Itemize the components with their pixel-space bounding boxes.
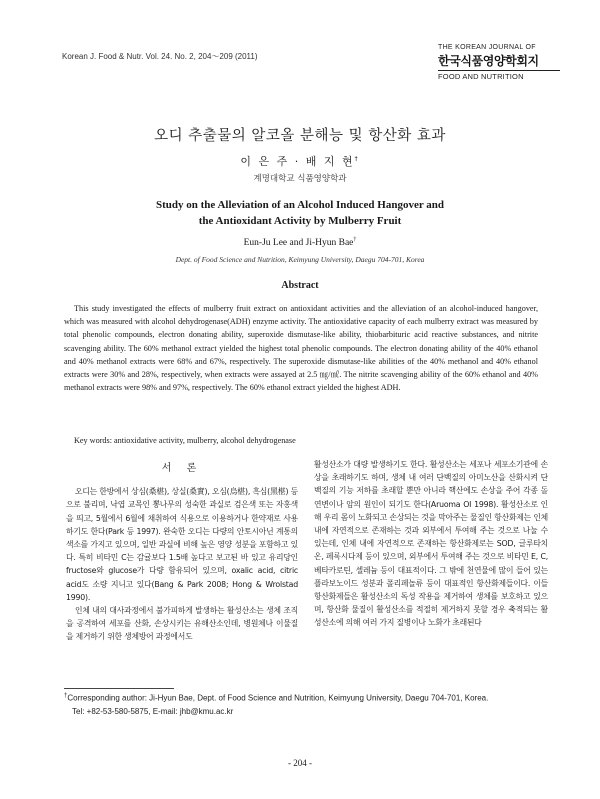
authors-english-names: Eun-Ju Lee and Ji-Hyun Bae	[243, 238, 354, 249]
footnote	[64, 690, 544, 718]
abstract-body: This study investigated the effects of mulberry fruit extract on antioxidant activities and the alleviation of an alcohol-induced hangover, which was measured with alcohol dehydrogenase(ADH) enzyme activity. The antioxidative capacity of each mulberry extract was measured by total phenolic compounds, electron donating ability, superoxide dismutase-like ability, thiobarbituric acid reactive substances, and nitrite scavenging ability. The 60% methanol extract yielded the highest total phenolic compounds. The electron donating ability of the 40% ethanol and 40% methanol extracts were 68% and 67%, respectively. The superoxide dismutase-like abilities of the 40% methanol and 40% ethanol extracts were 30% and 28%, respectively, when extracts were assayed at 2.5 ㎎/㎖. The nitrite scavenging ability of the 60% ethanol and 40% methanol extracts were 98% and 97%, respectively. The 60% ethanol extract yielded the highest ADH.	[64, 304, 538, 393]
body-column-left	[66, 454, 298, 644]
authors-korean	[0, 153, 600, 169]
body-column-right	[314, 458, 548, 630]
title-english-line-2: the Antioxidant Activity by Mulberry Fruit	[198, 215, 402, 227]
authors-korean-names: 이 은 주 · 배 지 현	[240, 155, 355, 168]
footnote-line-1	[64, 690, 544, 705]
journal-subtitle: FOOD AND NUTRITION	[438, 70, 560, 81]
corresponding-mark: †	[354, 155, 360, 163]
journal-masthead	[438, 44, 560, 81]
title-english-line-1: Study on the Alleviation of an Alcohol Induced Hangover and	[156, 199, 444, 211]
page-number: - 204 -	[288, 758, 312, 768]
paragraph: 인체 내의 대사과정에서 불가피하게 발생하는 활성산소는 생체 조직을 공격하여 세포를 산화, 손상시키는 유해산소인데, 병원체나 이물질을 제거하기 위한 생체방어 과정에서도	[66, 606, 298, 642]
keywords: Key words: antioxidative activity, mulberry, alcohol dehydrogenase	[74, 436, 296, 445]
affiliation-english: Dept. of Food Science and Nutrition, Keimyung University, Daegu 704-701, Korea	[175, 255, 425, 264]
corresponding-mark-en: †	[353, 237, 357, 243]
footnote-line-2: Tel: +82-53-580-5875, E-mail: jhb@kmu.ac.kr	[72, 706, 234, 716]
paragraph: 오디는 한방에서 상심(桑椹), 상실(桑實), 오심(烏椹), 흑심(黑椹) 등으로 불리며, 낙엽 교목인 뽕나무의 성숙한 과실로 검은색 또는 자홍색을 띄고, 5월에서 6월에 채취하여 식용으로 이용하거나 한약재로 사용하기도 한다(Park 등 1997). 완숙한 오디는 다량의 안토시아닌 계통의 색소를 가지고 있으며, 일반 과실에 비해 높은 영양 성분을 포함하고 있다. 특히 비타민 C는 감귤보다 1.5배 높다고 보고된 바 있고 유리당인 fructose와 glucose가 다량 함유되어 있으며, oxalic acid, citric acid도 소량 지니고 있다(Bang & Park 2008; Hong & Wrolstad 1990).	[66, 487, 298, 602]
paragraph: 활성산소가 대량 발생하기도 한다. 활성산소는 세포나 세포소기관에 손상을 초래하기도 하며, 생체 내 여러 단백질의 아미노산을 산화시켜 단백질의 기능 저하를 초래할 뿐만 아니라 핵산에도 손상을 주어 각종 돌연변이나 암의 원인이 되기도 한다(Aruoma OI 1998). 활성산소로 인해 우리 몸이 노화되고 손상되는 것을 막아주는 물질인 항산화제는 인체 내에 자연적으로 존재하는 것과 외부에서 투여해 주는 것으로 나눌 수 있는데, 인체 내에 자연적으로 존재하는 항산화제로는 SOD, 글루타치온, 페록시다제 등이 있으며, 외부에서 투여해 주는 것으로 비타민 E, C, 베타카로틴, 셀레늄 등이 대표적이다. 그 밖에 천연물에 많이 들어 있는 플라보노이드 성분과 폴리페놀류 등이 대표적인 항산화제들이다. 이들 항산화제들은 활성산소의 독성 작용을 제거하여 생체를 보호하고 있으며, 항산화 물질이 활성산소를 적절히 제거하지 못할 경우 축적되는 활성산소에 의해 여러 가지 질병이나 노화가 초래된다	[314, 460, 548, 628]
footnote-mark: †	[64, 693, 68, 699]
section-heading-introduction: 서 론	[161, 463, 203, 474]
journal-citation: Korean J. Food & Nutr. Vol. 24. No. 2, 204～209 (2011)	[62, 52, 258, 61]
abstract-heading: Abstract	[281, 280, 319, 291]
title-korean: 오디 추출물의 알코올 분해능 및 항산화 효과	[154, 128, 446, 144]
footnote-divider	[64, 688, 174, 689]
journal-name-en: THE KOREAN JOURNAL OF	[438, 44, 536, 51]
authors-english	[0, 237, 600, 248]
title-english	[0, 197, 600, 229]
journal-name-ko: 한국식품영양학회지	[438, 54, 539, 68]
affiliation-korean: 계명대학교 식품영양학과	[253, 174, 347, 184]
footnote-text: Corresponding author: Ji-Hyun Bae, Dept. of Food Science and Nutrition, Keimyung University, Daegu 704-701, Korea.	[67, 693, 489, 703]
